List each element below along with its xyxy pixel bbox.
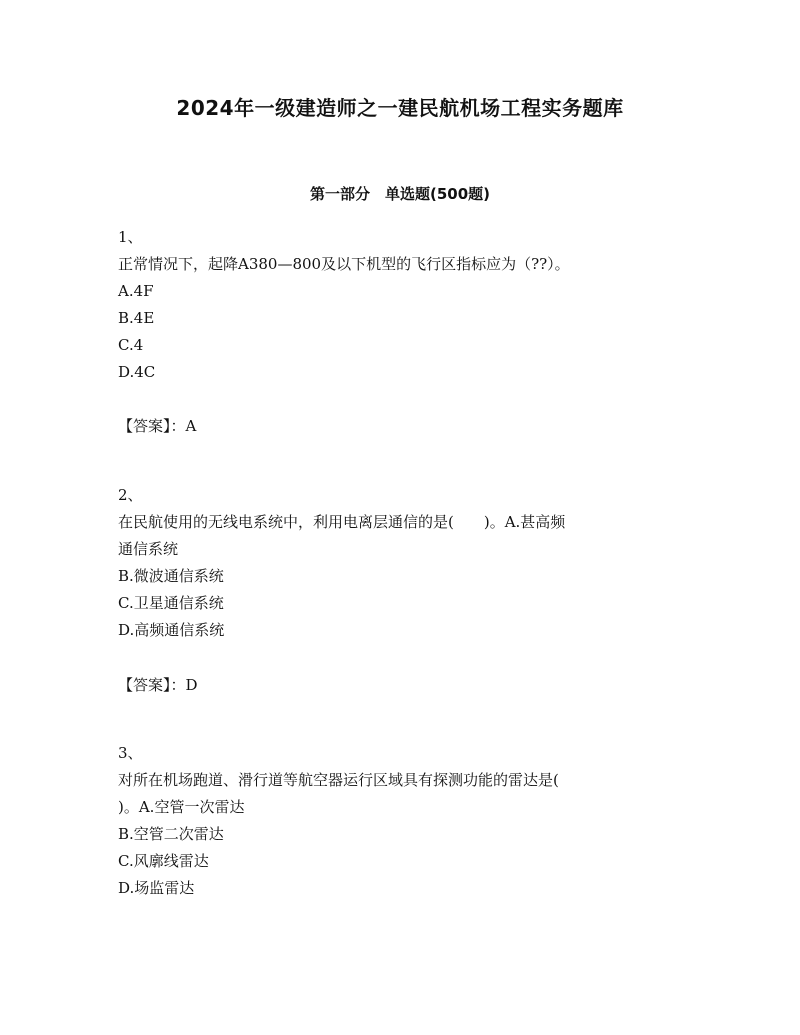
option-d: D.高频通信系统 xyxy=(118,621,225,639)
option-b: B.4E xyxy=(118,309,155,327)
question-stem-continuation: 通信系统 xyxy=(118,540,179,558)
question-stem: 对所在机场跑道、滑行道等航空器运行区域具有探测功能的雷达是( xyxy=(118,771,559,789)
answer-label: 【答案】：D xyxy=(118,676,198,694)
option-c: C.卫星通信系统 xyxy=(118,594,224,612)
option-a: A.4F xyxy=(118,282,154,300)
option-b: B.空管二次雷达 xyxy=(118,825,224,843)
option-c: C.4 xyxy=(118,336,144,354)
question-stem: 正常情况下，起降A380—800及以下机型的飞行区指标应为（??）。 xyxy=(118,255,570,273)
answer-label: 【答案】：A xyxy=(118,417,197,435)
question-number: 2、 xyxy=(118,486,143,504)
option-d: D.4C xyxy=(118,363,156,381)
option-b: B.微波通信系统 xyxy=(118,567,224,585)
question-stem: 在民航使用的无线电系统中，利用电离层通信的是( )。A.甚高频 xyxy=(118,513,566,531)
question-stem-continuation: )。A.空管一次雷达 xyxy=(118,798,245,816)
option-c: C.风廓线雷达 xyxy=(118,852,209,870)
question-number: 1、 xyxy=(118,228,143,246)
document-title: 2024年一级建造师之一建民航机场工程实务题库 xyxy=(176,96,624,120)
option-d: D.场监雷达 xyxy=(118,879,195,897)
question-number: 3、 xyxy=(118,744,143,762)
section-title: 第一部分 单选题(500题) xyxy=(309,185,491,203)
